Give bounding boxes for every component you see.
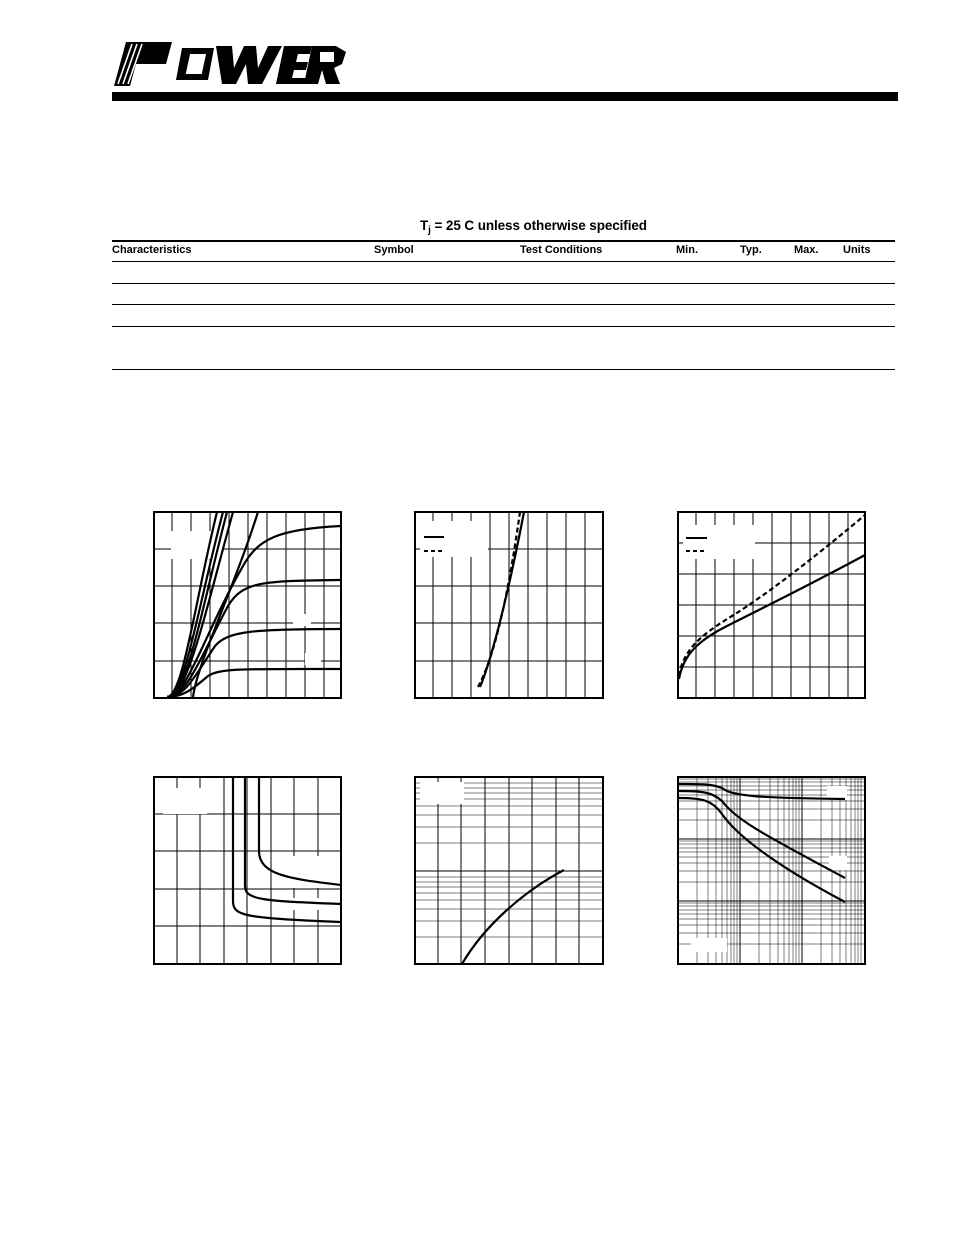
table-top-rule <box>112 240 895 242</box>
col-units: Units <box>843 244 871 256</box>
col-typ: Typ. <box>740 244 762 256</box>
col-symbol: Symbol <box>374 244 414 256</box>
header-rule <box>112 92 898 101</box>
table-row-rule <box>112 283 895 284</box>
col-min: Min. <box>676 244 698 256</box>
col-characteristics: Characteristics <box>112 244 192 256</box>
table-row-rule <box>112 304 895 305</box>
table-row-rule <box>112 261 895 262</box>
col-max: Max. <box>794 244 819 256</box>
plot-saturation-voltage-vs-current <box>677 511 866 699</box>
col-test-conditions: Test Conditions <box>520 244 603 256</box>
powerex-logo <box>112 40 348 88</box>
plot-diode-forward-characteristics <box>414 776 604 965</box>
plot-capacitance-vs-voltage <box>677 776 866 965</box>
plot-saturation-voltage-vs-gate-voltage <box>153 776 342 965</box>
table-bottom-rule <box>112 369 895 370</box>
table-row-rule <box>112 326 895 327</box>
brand-name: POWEREX <box>230 87 236 88</box>
plot-transfer-characteristics <box>414 511 604 699</box>
plot-output-characteristics <box>153 511 342 699</box>
conditions-note: $T_j = 25$ C unless otherwise specified <box>420 218 647 236</box>
